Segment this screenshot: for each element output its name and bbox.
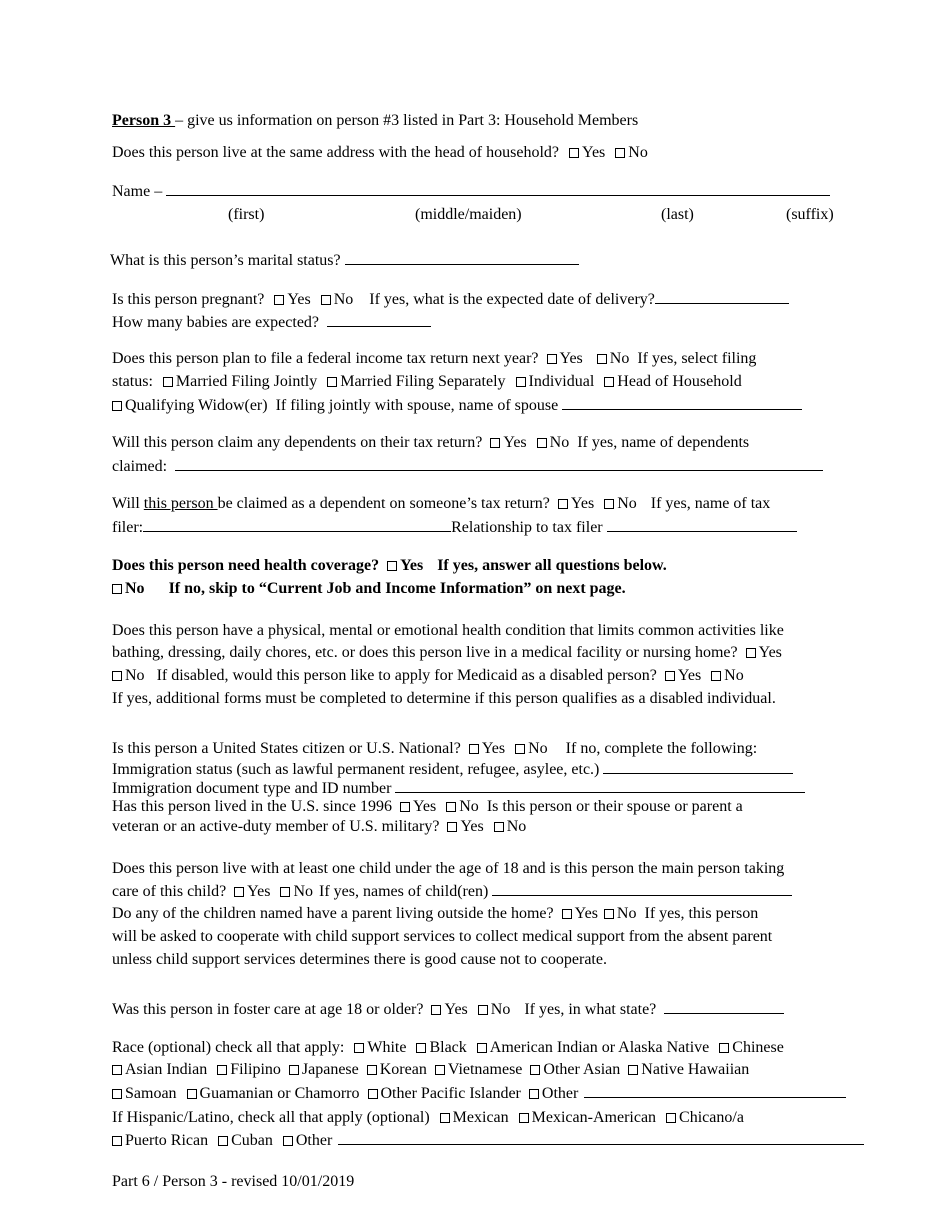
foster-no-checkbox[interactable] xyxy=(478,1005,488,1015)
same-address-no-checkbox[interactable] xyxy=(615,148,625,158)
tax-row-1: Does this person plan to file a federal income tax return next year? Yes No If yes, select filing xyxy=(112,350,757,367)
name-row: Name – xyxy=(112,181,830,202)
spouse-name-field[interactable] xyxy=(562,395,802,410)
parent-row-2: will be asked to cooperate with child support services to collect medical support from the absent parent xyxy=(112,928,773,945)
dependents-no-checkbox[interactable] xyxy=(537,438,547,448)
child-care-no-checkbox[interactable] xyxy=(280,887,290,897)
race-aian-checkbox[interactable] xyxy=(477,1043,487,1053)
race-japanese-checkbox[interactable] xyxy=(289,1065,299,1075)
individual-checkbox[interactable] xyxy=(516,377,526,387)
race-vietnamese-checkbox[interactable] xyxy=(435,1065,445,1075)
hispanic-mexican-american-checkbox[interactable] xyxy=(519,1113,529,1123)
absent-parent-yes-checkbox[interactable] xyxy=(562,909,572,919)
head-of-household-checkbox[interactable] xyxy=(604,377,614,387)
claimed-row-1: Will this person be claimed as a dependent on someone’s tax return? Yes No If yes, name of tax xyxy=(112,495,771,512)
immigration-doc-row: Immigration document type and ID number xyxy=(112,778,805,799)
claimed-row-2: filer: Relationship to tax filer xyxy=(112,517,797,538)
foster-yes-checkbox[interactable] xyxy=(431,1005,441,1015)
race-other-field[interactable] xyxy=(584,1083,846,1098)
married-filing-jointly-checkbox[interactable] xyxy=(163,377,173,387)
coverage-no-checkbox[interactable] xyxy=(112,584,122,594)
foster-state-field[interactable] xyxy=(664,999,784,1014)
race-other-asian-checkbox[interactable] xyxy=(530,1065,540,1075)
immigration-status-row: Immigration status (such as lawful permanent resident, refugee, asylee, etc.) xyxy=(112,759,793,780)
veteran-no-checkbox[interactable] xyxy=(494,822,504,832)
dependents-row-2: claimed: xyxy=(112,456,823,477)
since-1996-no-checkbox[interactable] xyxy=(446,802,456,812)
tax-file-yes-checkbox[interactable] xyxy=(547,354,557,364)
medicaid-disabled-no-checkbox[interactable] xyxy=(711,671,721,681)
child-care-yes-checkbox[interactable] xyxy=(234,887,244,897)
person-heading-title: Person 3 xyxy=(112,112,176,129)
veteran-row: veteran or an active-duty member of U.S. military? Yes No xyxy=(112,818,527,835)
hispanic-other-checkbox[interactable] xyxy=(283,1136,293,1146)
citizen-no-checkbox[interactable] xyxy=(515,744,525,754)
child-row-1: Does this person live with at least one child under the age of 18 and is this person the main person taking xyxy=(112,860,785,877)
dependents-names-field[interactable] xyxy=(175,456,823,471)
absent-parent-no-checkbox[interactable] xyxy=(604,909,614,919)
child-row-2: care of this child? Yes No If yes, names of child(ren) xyxy=(112,881,792,902)
veteran-yes-checkbox[interactable] xyxy=(447,822,457,832)
dependents-row-1: Will this person claim any dependents on their tax return? Yes No If yes, name of dependents xyxy=(112,434,750,451)
race-opi-checkbox[interactable] xyxy=(368,1089,378,1099)
name-first-label: (first) xyxy=(228,206,265,223)
race-guamanian-checkbox[interactable] xyxy=(187,1089,197,1099)
coverage-row-1: Does this person need health coverage? Yes If yes, answer all questions below. xyxy=(112,557,667,574)
disability-no-checkbox[interactable] xyxy=(112,671,122,681)
race-samoan-checkbox[interactable] xyxy=(112,1089,122,1099)
same-address-yes-checkbox[interactable] xyxy=(569,148,579,158)
claimed-yes-checkbox[interactable] xyxy=(558,499,568,509)
race-row-3: Samoan Guamanian or Chamorro Other Pacific Islander Other xyxy=(112,1083,846,1104)
name-field[interactable] xyxy=(166,181,830,196)
race-other-checkbox[interactable] xyxy=(529,1089,539,1099)
pregnant-row: Is this person pregnant? Yes No If yes, what is the expected date of delivery? xyxy=(112,289,789,310)
race-row-1: Race (optional) check all that apply: White Black American Indian or Alaska Native Chinese xyxy=(112,1039,784,1056)
coverage-row-2: No If no, skip to “Current Job and Income Information” on next page. xyxy=(112,579,626,599)
immigration-status-field[interactable] xyxy=(603,759,793,774)
foster-row: Was this person in foster care at age 18 or older? Yes No If yes, in what state? xyxy=(112,999,784,1020)
parent-row-1: Do any of the children named have a parent living outside the home? Yes No If yes, this person xyxy=(112,905,759,922)
pregnant-yes-checkbox[interactable] xyxy=(274,295,284,305)
hispanic-other-field[interactable] xyxy=(338,1130,864,1145)
citizen-row: Is this person a United States citizen or U.S. National? Yes No If no, complete the following: xyxy=(112,740,758,757)
babies-count-field[interactable] xyxy=(327,312,431,327)
citizen-yes-checkbox[interactable] xyxy=(469,744,479,754)
since-1996-yes-checkbox[interactable] xyxy=(400,802,410,812)
tax-filer-field[interactable] xyxy=(143,517,451,532)
child-names-field[interactable] xyxy=(492,881,792,896)
marital-row: What is this person’s marital status? xyxy=(110,250,579,271)
tax-row-2: status: Married Filing Jointly Married Filing Separately Individual Head of Household xyxy=(112,373,742,390)
race-white-checkbox[interactable] xyxy=(354,1043,364,1053)
footer: Part 6 / Person 3 - revised 10/01/2019 xyxy=(112,1173,355,1190)
same-address-row: Does this person live at the same address with the head of household? Yes No xyxy=(112,144,648,161)
race-native-hawaiian-checkbox[interactable] xyxy=(628,1065,638,1075)
race-black-checkbox[interactable] xyxy=(416,1043,426,1053)
marital-status-field[interactable] xyxy=(345,250,579,265)
pregnant-no-checkbox[interactable] xyxy=(321,295,331,305)
race-row-2: Asian Indian Filipino Japanese Korean Vietnamese Other Asian Native Hawaiian xyxy=(112,1060,749,1080)
name-last-label: (last) xyxy=(661,206,694,223)
hispanic-row-2: Puerto Rican Cuban Other xyxy=(112,1130,864,1151)
hispanic-row-1: If Hispanic/Latino, check all that apply (optional) Mexican Mexican-American Chicano/a xyxy=(112,1109,744,1126)
person-heading: Person 3 – give us information on person #3 listed in Part 3: Household Members xyxy=(112,112,639,129)
delivery-date-field[interactable] xyxy=(655,289,789,304)
tax-row-3: Qualifying Widow(er) If filing jointly with spouse, name of spouse xyxy=(112,395,802,416)
dependents-yes-checkbox[interactable] xyxy=(490,438,500,448)
parent-row-3: unless child support services determines there is good cause not to cooperate. xyxy=(112,951,607,968)
health-row-4: If yes, additional forms must be completed to determine if this person qualifies as a disabled individual. xyxy=(112,690,776,707)
claimed-no-checkbox[interactable] xyxy=(604,499,614,509)
married-filing-separately-checkbox[interactable] xyxy=(327,377,337,387)
coverage-yes-checkbox[interactable] xyxy=(387,561,397,571)
tax-file-no-checkbox[interactable] xyxy=(597,354,607,364)
race-asian-indian-checkbox[interactable] xyxy=(112,1065,122,1075)
name-suffix-label: (suffix) xyxy=(786,206,834,223)
since-1996-row: Has this person lived in the U.S. since 1996 Yes No Is this person or their spouse or parent a xyxy=(112,798,743,815)
race-korean-checkbox[interactable] xyxy=(367,1065,377,1075)
disability-yes-checkbox[interactable] xyxy=(746,648,756,658)
qualifying-widow-checkbox[interactable] xyxy=(112,401,122,411)
race-chinese-checkbox[interactable] xyxy=(719,1043,729,1053)
hispanic-cuban-checkbox[interactable] xyxy=(218,1136,228,1146)
medicaid-disabled-yes-checkbox[interactable] xyxy=(665,671,675,681)
hispanic-puerto-rican-checkbox[interactable] xyxy=(112,1136,122,1146)
health-row-2: bathing, dressing, daily chores, etc. or does this person live in a medical facility or nursing home? Yes xyxy=(112,644,782,661)
hispanic-mexican-checkbox[interactable] xyxy=(440,1113,450,1123)
hispanic-chicano-checkbox[interactable] xyxy=(666,1113,676,1123)
health-row-1: Does this person have a physical, mental or emotional health condition that limits common activities like xyxy=(112,622,784,639)
name-middle-label: (middle/maiden) xyxy=(415,206,522,223)
health-row-3: No If disabled, would this person like to apply for Medicaid as a disabled person? Yes No xyxy=(112,666,744,686)
immigration-doc-field[interactable] xyxy=(395,778,805,793)
race-filipino-checkbox[interactable] xyxy=(217,1065,227,1075)
relationship-field[interactable] xyxy=(607,517,797,532)
babies-row: How many babies are expected? xyxy=(112,312,431,333)
